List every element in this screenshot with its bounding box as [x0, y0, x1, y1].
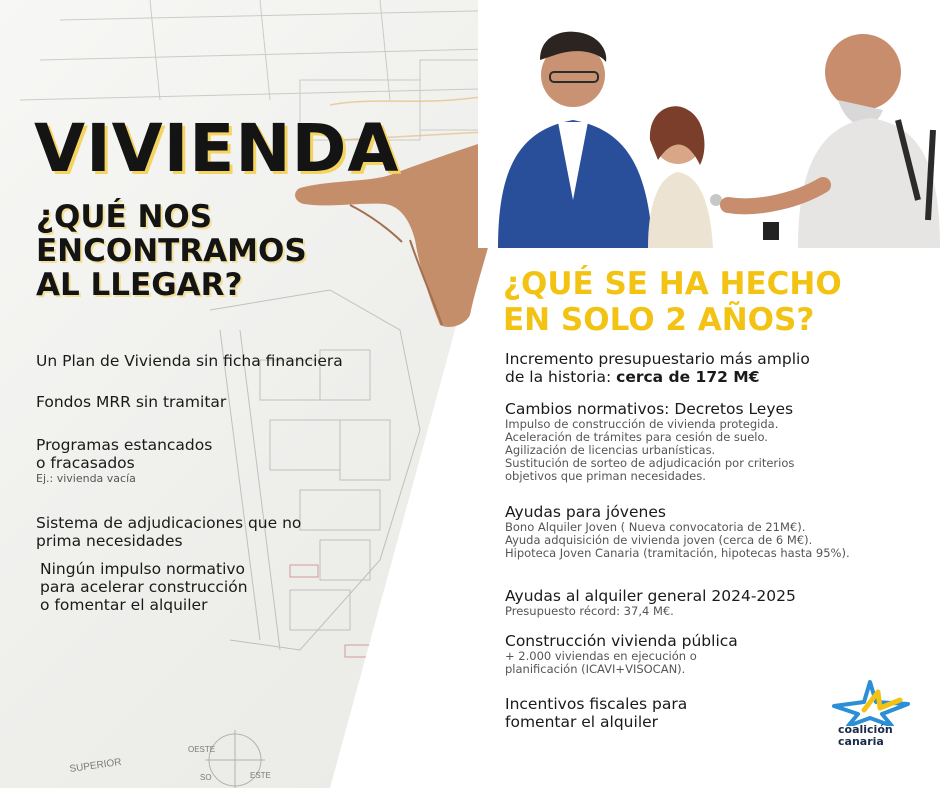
left-item-text: Fondos MRR sin tramitar: [36, 393, 227, 411]
logo-line: canaria: [838, 735, 884, 748]
left-item-text: o fracasados: [36, 454, 135, 472]
right-item-highlight: cerca de 172 M€: [616, 368, 760, 386]
left-item-text: Sistema de adjudicaciones que no: [36, 514, 302, 532]
right-item-sub: Aceleración de trámites para cesión de suelo.: [505, 430, 768, 444]
left-subtitle-line: ENCONTRAMOS: [36, 233, 307, 269]
main-title: VIVIENDA: [34, 110, 400, 187]
right-item-head: Construcción vivienda pública: [505, 632, 738, 650]
right-title-line: EN SOLO 2 AÑOS?: [503, 302, 815, 338]
left-item-text: prima necesidades: [36, 532, 183, 550]
right-item-incremento: [505, 350, 925, 386]
left-subtitle-line: ¿QUÉ NOS: [36, 199, 213, 235]
left-item-impulso-normativo: [40, 560, 248, 614]
left-item-adjudicaciones: [36, 514, 301, 550]
left-item-note: Ej.: vivienda vacía: [36, 472, 136, 485]
right-item-head: fomentar el alquiler: [505, 713, 659, 731]
left-item-text: Un Plan de Vivienda sin ficha financiera: [36, 352, 343, 370]
right-item-sub: planificación (ICAVI+VISOCAN).: [505, 662, 686, 676]
blueprint-label-este: ESTE: [250, 771, 271, 780]
right-item-ayudas-alquiler: [505, 587, 925, 618]
right-item-sub: Agilización de licencias urbanísticas.: [505, 443, 716, 457]
right-item-head: Ayudas para jóvenes: [505, 503, 666, 521]
right-item-head: Incremento presupuestario más amplio: [505, 350, 810, 368]
right-item-head: Cambios normativos: Decretos Leyes: [505, 400, 794, 418]
right-item-sub: objetivos que priman necesidades.: [505, 469, 706, 483]
left-item-text: Programas estancados: [36, 436, 213, 454]
blueprint-label-superior: SUPERIOR: [68, 756, 123, 775]
right-item-sub: Presupuesto récord: 37,4 M€.: [505, 604, 674, 618]
right-item-head-text: de la historia:: [505, 368, 617, 386]
blueprint-label-oeste: OESTE: [188, 745, 216, 754]
photo-people-handing-keys: [478, 0, 940, 248]
right-item-sub: Sustitución de sorteo de adjudicación por criterios: [505, 456, 795, 470]
right-item-sub: Hipoteca Joven Canaria (tramitación, hipotecas hasta 95%).: [505, 546, 850, 560]
coalicion-canaria-logo: [830, 680, 920, 760]
left-item-programas: [36, 436, 212, 485]
right-item-ayudas-jovenes: [505, 503, 925, 560]
left-item-text: para acelerar construcción: [40, 578, 248, 596]
right-item-head: Ayudas al alquiler general 2024-2025: [505, 587, 796, 605]
logo-text: [838, 724, 893, 748]
right-item-sub: + 2.000 viviendas en ejecución o: [505, 649, 697, 663]
left-item-text: o fomentar el alquiler: [40, 596, 208, 614]
photo-illustration: [478, 0, 940, 248]
right-item-cambios-normativos: [505, 400, 925, 483]
right-item-sub: Bono Alquiler Joven ( Nueva convocatoria de 21M€).: [505, 520, 806, 534]
logo-star-icon: [830, 680, 920, 726]
left-item-text: Ningún impulso normativo: [40, 560, 246, 578]
right-title-line: ¿QUÉ SE HA HECHO: [503, 266, 842, 302]
logo-line: coalición: [838, 723, 893, 736]
right-item-sub: Ayuda adquisición de vivienda joven (cerca de 6 M€).: [505, 533, 813, 547]
right-item-sub: Impulso de construcción de vivienda protegida.: [505, 417, 779, 431]
left-subtitle: [36, 200, 366, 302]
left-item-plan-vivienda: [36, 352, 343, 370]
right-item-head: [505, 368, 925, 386]
blueprint-label-so: SO: [200, 773, 212, 782]
right-title: [503, 266, 903, 338]
right-item-head: Incentivos fiscales para: [505, 695, 688, 713]
right-item-construccion: [505, 632, 925, 676]
left-subtitle-line: AL LLEGAR?: [36, 267, 243, 303]
left-item-fondos-mrr: [36, 393, 226, 411]
